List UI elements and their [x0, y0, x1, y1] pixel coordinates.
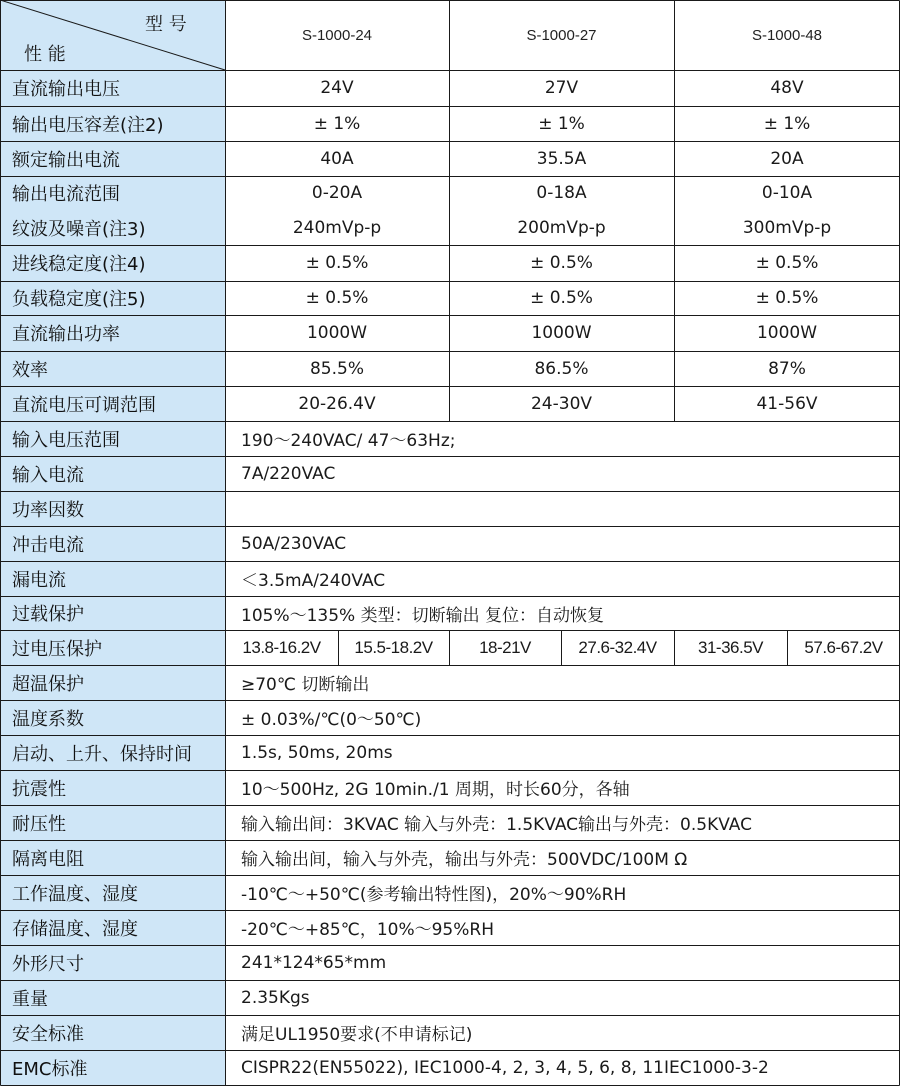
value-cell: 240mVp-p [292, 217, 382, 238]
row-label: 进线稳定度(注4) [0, 245, 225, 281]
spec-value: 满足UL1950要求(不申请标记) [241, 1025, 473, 1045]
value-cell: ± 1% [763, 113, 811, 134]
value-cell: 200mVp-p [517, 217, 606, 238]
spec-value: -20℃～+85℃，10%～95%RH [241, 920, 494, 940]
spec-value: 50A/230VAC [241, 533, 347, 554]
value-cell: 41-56V [756, 393, 818, 414]
overvoltage-value: 18-21V [479, 637, 531, 657]
value-cell: 0-10A [761, 183, 813, 203]
overvoltage-label: 过电压保护 [0, 630, 225, 665]
spec-label: 启动、上升、保持时间 [0, 735, 225, 770]
header-model-s-1000-48: S-1000-48 [751, 26, 823, 44]
row-label: 纹波及噪音(注3) [0, 210, 225, 245]
value-cell: 48V [770, 78, 804, 98]
spec-value: ＜3.5mA/240VAC [241, 571, 386, 591]
spec-label: EMC标准 [0, 1050, 225, 1086]
spec-label: 功率因数 [0, 491, 225, 526]
spec-label: 超温保护 [0, 665, 225, 700]
row-label: 额定输出电流 [0, 141, 225, 176]
value-cell: 40A [320, 148, 354, 169]
header-model-s-1000-27: S-1000-27 [526, 26, 597, 44]
value-cell: ± 0.5% [530, 253, 593, 273]
spec-value: 190～240VAC/ 47～63Hz; [241, 431, 456, 451]
value-cell: ± 0.5% [305, 253, 369, 273]
overvoltage-value: 27.6-32.4V [578, 637, 657, 657]
overvoltage-value: 57.6-67.2V [804, 637, 883, 657]
spec-label: 安全标准 [0, 1015, 225, 1050]
overvoltage-value: 13.8-16.2V [242, 637, 321, 657]
spec-value: 105%～135% 类型：切断输出 复位：自动恢复 [241, 605, 605, 626]
value-cell: 85.5% [309, 358, 364, 379]
overvoltage-value: 31-36.5V [698, 637, 763, 657]
spec-label: 过载保护 [0, 596, 225, 630]
spec-value: 输入输出间：3KVAC 输入与外壳：1.5KVAC输出与外壳：0.5KVAC [241, 815, 752, 835]
value-cell: 35.5A [536, 148, 587, 169]
spec-label: 冲击电流 [0, 526, 225, 561]
value-cell: ± 0.5% [755, 253, 819, 273]
value-cell: 27V [544, 78, 579, 98]
overvoltage-value: 15.5-18.2V [354, 637, 433, 657]
spec-label: 抗震性 [0, 770, 225, 805]
spec-value: 10～500Hz, 2G 10min./1 周期，时长60分，各轴 [241, 780, 630, 800]
row-label: 效率 [0, 351, 225, 386]
spec-value: 7A/220VAC [241, 463, 336, 484]
spec-value: 输入输出间，输入与外壳，输出与外壳：500VDC/100M Ω [241, 850, 688, 870]
value-cell: 87% [768, 358, 806, 379]
value-cell: 24-30V [530, 393, 593, 414]
value-cell: 20A [770, 148, 804, 169]
spec-label: 耐压性 [0, 805, 225, 840]
row-label: 直流输出电压 [0, 70, 225, 106]
spec-label: 工作温度、湿度 [0, 875, 225, 910]
spec-value: CISPR22(EN55022), IEC1000-4, 2, 3, 4, 5, 6, 8, 11IEC1000-3-2 [241, 1058, 769, 1078]
spec-value: 241*124*65*mm [241, 952, 387, 973]
spec-label: 漏电流 [0, 561, 225, 596]
value-cell: 0-18A [536, 183, 587, 203]
row-label: 输出电流范围 [0, 176, 225, 210]
value-cell: 0-20A [311, 183, 363, 203]
value-cell: ± 1% [538, 113, 585, 134]
value-cell: 1000W [306, 323, 368, 343]
value-cell: 300mVp-p [742, 217, 832, 238]
spec-label: 输入电压范围 [0, 421, 225, 456]
value-cell: 20-26.4V [298, 393, 376, 414]
row-label: 直流输出功率 [0, 315, 225, 351]
spec-label: 外形尺寸 [0, 945, 225, 980]
value-cell: 24V [320, 78, 354, 98]
spec-label: 隔离电阻 [0, 840, 225, 875]
row-label: 直流电压可调范围 [0, 386, 225, 421]
spec-value: ≥70℃ 切断输出 [241, 675, 370, 695]
spec-value: 2.35Kgs [241, 987, 310, 1008]
value-cell: ± 0.5% [305, 288, 369, 308]
spec-value: ± 0.03%/℃(0～50℃) [241, 710, 422, 730]
header-perf-label: 性 能 [24, 44, 66, 65]
value-cell: 1000W [756, 323, 818, 343]
value-cell: ± 0.5% [530, 288, 593, 308]
spec-label: 存储温度、湿度 [0, 910, 225, 945]
spec-value: -10℃～+50℃(参考输出特性图)，20%～90%RH [241, 885, 627, 905]
value-cell: ± 1% [313, 113, 361, 134]
header-diagonal [0, 0, 225, 70]
value-cell: 86.5% [534, 358, 589, 379]
header-model-s-1000-24: S-1000-24 [301, 26, 373, 44]
row-label: 负载稳定度(注5) [0, 281, 225, 315]
spec-label: 输入电流 [0, 456, 225, 491]
row-label: 输出电压容差(注2) [0, 106, 225, 141]
value-cell: 1000W [531, 323, 592, 343]
spec-label: 温度系数 [0, 700, 225, 735]
header-model-label: 型 号 [145, 14, 187, 35]
value-cell: ± 0.5% [755, 288, 819, 308]
spec-value: 1.5s, 50ms, 20ms [241, 742, 393, 763]
spec-label: 重量 [0, 980, 225, 1015]
